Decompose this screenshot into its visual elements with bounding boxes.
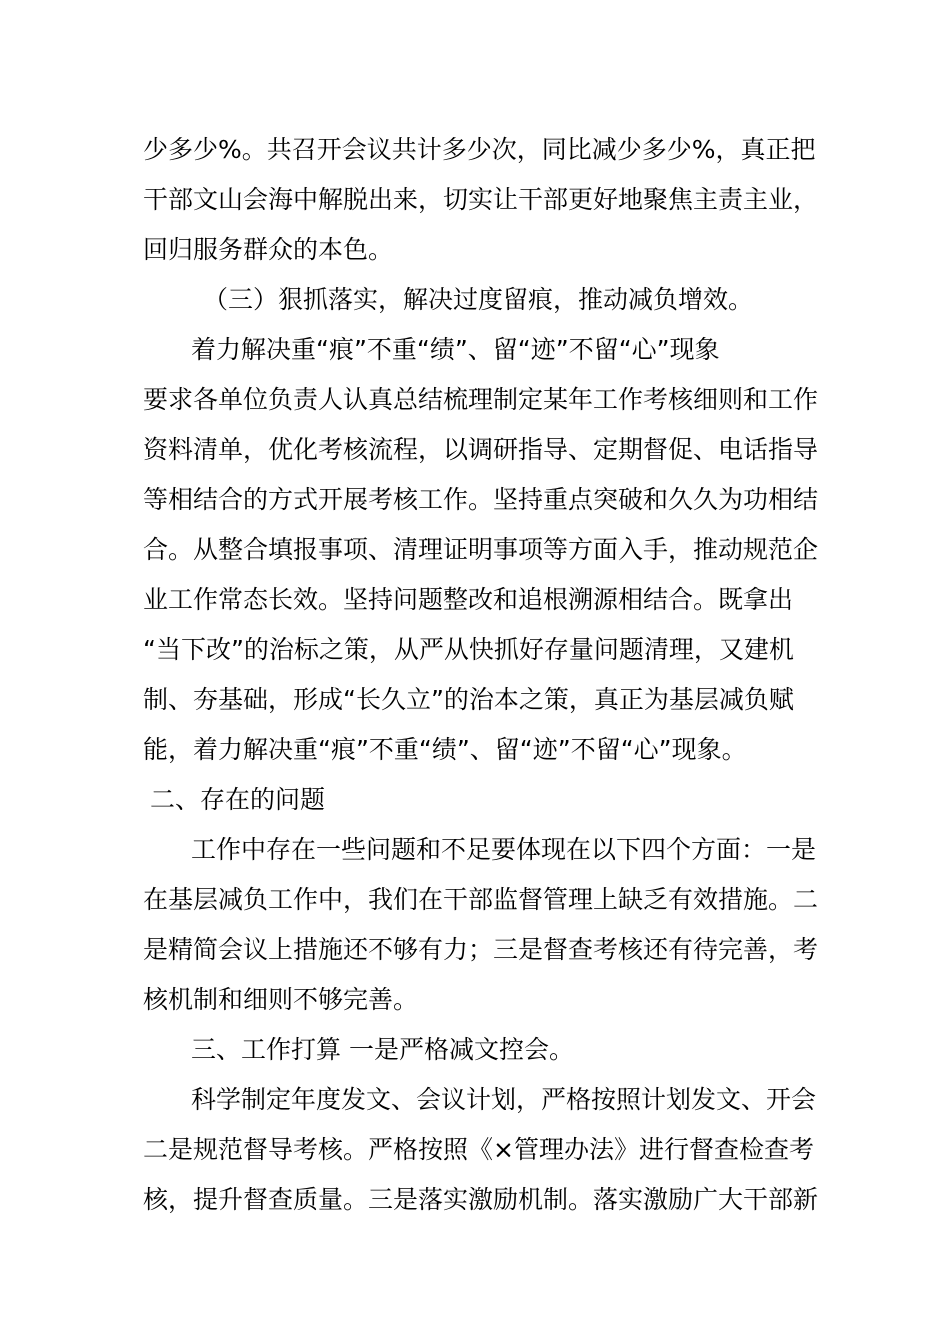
paragraph-line-22: 核，提升督查质量。三是落实激励机制。落实激励广大干部新 [143, 1185, 819, 1214]
paragraph-line-20: 科学制定年度发文、会议计划，严格按照计划发文、开会 [191, 1085, 817, 1114]
paragraph-line-9: 合。从整合填报事项、清理证明事项等方面入手，推动规范企 [143, 535, 819, 564]
paragraph-line-1: 少多少%。共召开会议共计多少次，同比减少多少%，真正把 [143, 135, 816, 164]
paragraph-line-18: 核机制和细则不够完善。 [143, 985, 419, 1014]
paragraph-line-7: 资料清单，优化考核流程，以调研指导、定期督促、电话指导 [143, 435, 819, 464]
paragraph-line-11: “当下改”的治标之策，从严从快抓好存量问题清理，又建机 [143, 635, 794, 664]
paragraph-line-16: 在基层减负工作中，我们在干部监督管理上缺乏有效措施。二 [143, 885, 819, 914]
paragraph-line-3: 回归服务群众的本色。 [143, 235, 394, 264]
paragraph-line-13: 能，着力解决重“痕”不重“绩”、留“迹”不留“心”现象。 [143, 735, 747, 764]
paragraph-line-10: 业工作常态长效。坚持问题整改和追根溯源相结合。既拿出 [143, 585, 794, 614]
paragraph-line-17: 是精简会议上措施还不够有力；三是督查考核还有待完善，考 [143, 935, 819, 964]
section-heading-plans: 三、工作打算 一是严格减文控会。 [191, 1035, 574, 1064]
paragraph-line-12: 制、夯基础，形成“长久立”的治本之策，真正为基层减负赋 [143, 685, 794, 714]
paragraph-line-2: 干部文山会海中解脱出来，切实让干部更好地聚焦主责主业， [143, 185, 819, 214]
paragraph-line-21: 二是规范督导考核。严格按照《×管理办法》进行督查检查考 [143, 1135, 814, 1164]
section-heading-3: （三）狠抓落实，解决过度留痕，推动减负增效。 [203, 285, 754, 314]
paragraph-line-8: 等相结合的方式开展考核工作。坚持重点突破和久久为功相结 [143, 485, 819, 514]
paragraph-line-5: 着力解决重“痕”不重“绩”、留“迹”不留“心”现象 [191, 335, 720, 364]
paragraph-line-6: 要求各单位负责人认真总结梳理制定某年工作考核细则和工作 [143, 385, 819, 414]
section-heading-problems: 二、存在的问题 [150, 785, 326, 814]
paragraph-line-15: 工作中存在一些问题和不足要体现在以下四个方面：一是 [191, 835, 817, 864]
